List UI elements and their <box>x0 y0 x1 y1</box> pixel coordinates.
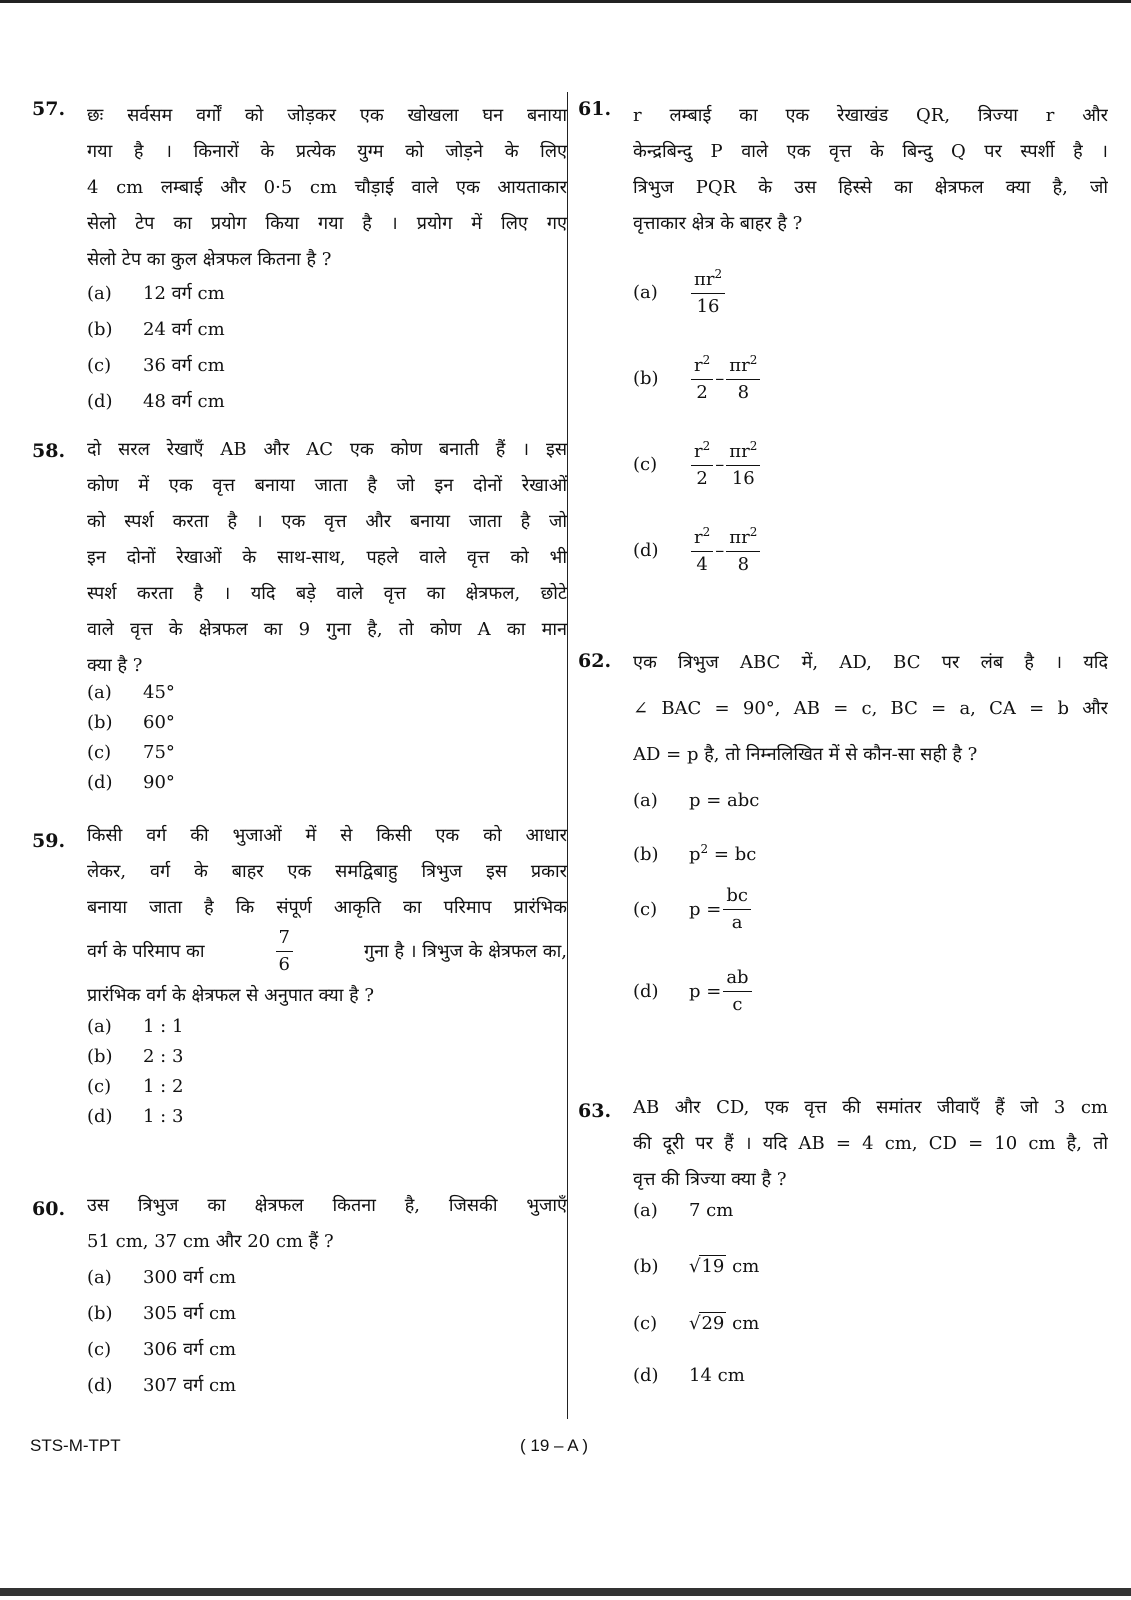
sqrt-symbol: √ <box>689 1313 701 1334</box>
option-a[interactable]: (a) $\frac{\pi r^2}{16}$ <box>633 268 727 317</box>
option-d[interactable]: (d) 48 वर्ग cm <box>87 391 225 412</box>
option-c[interactable]: (c) 75° <box>87 742 175 763</box>
option-c[interactable]: (c) 306 वर्ग cm <box>87 1339 237 1360</box>
option-b[interactable]: (b) $p^2$ = bc <box>633 842 757 865</box>
question-stem: AB और CD, एक वृत्त की समांतर जीवाएँ हैं जो 3 cm की दूरी पर हैं । यदि AB = 4 cm, CD = 10 cm है, तो वृत्त की त्रिज्या क्या है ? <box>633 1097 1108 1190</box>
question-stem: r लम्बाई का एक रेखाखंड QR, त्रिज्या r और केन्द्रबिन्दु P वाले एक वृत्त के बिन्दु Q पर स्पर्शी है । त्रिभुज PQR के उस हिस्से का क्षेत्रफल क्या है, जो वृत्ताकार क्षेत्र के बाहर है ? <box>633 105 1108 234</box>
option-d[interactable]: (d) 307 वर्ग cm <box>87 1375 237 1396</box>
option-a[interactable]: (a) 45° <box>87 682 175 703</box>
paper-code: STS-M-TPT <box>30 1436 121 1455</box>
option-b[interactable]: (b) √19 cm <box>633 1256 760 1277</box>
option-d[interactable]: (d) 90° <box>87 772 175 793</box>
fraction-7-6: $\frac{7}{6}$ <box>276 928 293 975</box>
option-c[interactable]: (c) p = $\frac{bc}{a}$ <box>633 886 753 933</box>
question-stem: छः सर्वसम वर्गों को जोड़कर एक खोखला घन बनाया गया है । किनारों के प्रत्येक युग्म को जोड़ने के लिए 4 cm लम्बाई और 0·5 cm चौड़ाई वाले एक आयताकार सेलो टेप का प्रयोग किया गया है । प्रयोग में लिए गए सेलो टेप का कुल क्षेत्रफल कितना है ? <box>87 105 567 270</box>
question-stem: एक त्रिभुज ABC में, AD, BC पर लंब है । यदि ∠ BAC = 90°, AB = c, BC = a, CA = b और AD = p है, तो निम्नलिखित में से कौन-सा सही है ? <box>633 652 1108 765</box>
question-number: 57. <box>32 98 66 120</box>
option-d[interactable]: (d) $\frac{r^2}{4}$ – $\frac{\pi r^2}{8}$ <box>633 526 762 575</box>
question-number: 58. <box>32 440 66 462</box>
bottom-rule <box>0 1588 1131 1596</box>
question-stem-fraction-line: वर्ग के परिमाप का $\frac{7}{6}$ गुना है । त्रिभुज के क्षेत्रफल का, <box>87 926 567 975</box>
question-number: 60. <box>32 1198 66 1220</box>
option-d[interactable]: (d) 1 : 3 <box>87 1106 184 1127</box>
option-d[interactable]: (d) p = $\frac{ab}{c}$ <box>633 968 754 1015</box>
question-number: 61. <box>578 98 612 120</box>
option-a[interactable]: (a) 300 वर्ग cm <box>87 1267 237 1288</box>
question-number: 62. <box>578 650 612 672</box>
option-a[interactable]: (a) p = abc <box>633 790 760 811</box>
option-b[interactable]: (b) 60° <box>87 712 175 733</box>
option-a[interactable]: (a) 1 : 1 <box>87 1016 184 1037</box>
option-c[interactable]: (c) 1 : 2 <box>87 1076 184 1097</box>
question-number: 63. <box>578 1100 612 1122</box>
option-c[interactable]: (c) 36 वर्ग cm <box>87 355 225 376</box>
question-number: 59. <box>32 830 66 852</box>
top-rule <box>0 0 1131 3</box>
option-b[interactable]: (b) 305 वर्ग cm <box>87 1303 237 1324</box>
question-stem: किसी वर्ग की भुजाओं में से किसी एक को आधार लेकर, वर्ग के बाहर एक समद्विबाहु त्रिभुज इस प्रकार बनाया जाता है कि संपूर्ण आकृति का परिमाप प्रारंभिक <box>87 825 567 918</box>
option-b[interactable]: (b) 2 : 3 <box>87 1046 184 1067</box>
option-a[interactable]: (a) 12 वर्ग cm <box>87 283 225 304</box>
option-c[interactable]: (c) √29 cm <box>633 1313 760 1334</box>
option-b[interactable]: (b) 24 वर्ग cm <box>87 319 225 340</box>
option-c[interactable]: (c) $\frac{r^2}{2}$ – $\frac{\pi r^2}{16}$ <box>633 440 762 489</box>
column-divider <box>567 92 568 1419</box>
option-a[interactable]: (a) 7 cm <box>633 1200 734 1221</box>
page-number: ( 19 – A ) <box>520 1436 589 1455</box>
question-stem: दो सरल रेखाएँ AB और AC एक कोण बनाती हैं । इस कोण में एक वृत्त बनाया जाता है जो इन दोनों रेखाओं को स्पर्श करता है । एक वृत्त और बनाया जाता है जो इन दोनों रेखाओं के साथ-साथ, पहले वाले वृत्त को भी स्पर्श करता है । यदि बड़े वाले वृत्त का क्षेत्रफल, छोटे वाले वृत्त के क्षेत्रफल का 9 गुना है, तो कोण A का मान क्या है ? <box>87 439 567 676</box>
option-d[interactable]: (d) 14 cm <box>633 1365 745 1386</box>
question-stem: उस त्रिभुज का क्षेत्रफल कितना है, जिसकी भुजाएँ 51 cm, 37 cm और 20 cm हैं ? <box>87 1195 567 1252</box>
sqrt-symbol: √ <box>689 1256 701 1277</box>
option-b[interactable]: (b) $\frac{r^2}{2}$ – $\frac{\pi r^2}{8}$ <box>633 354 762 403</box>
